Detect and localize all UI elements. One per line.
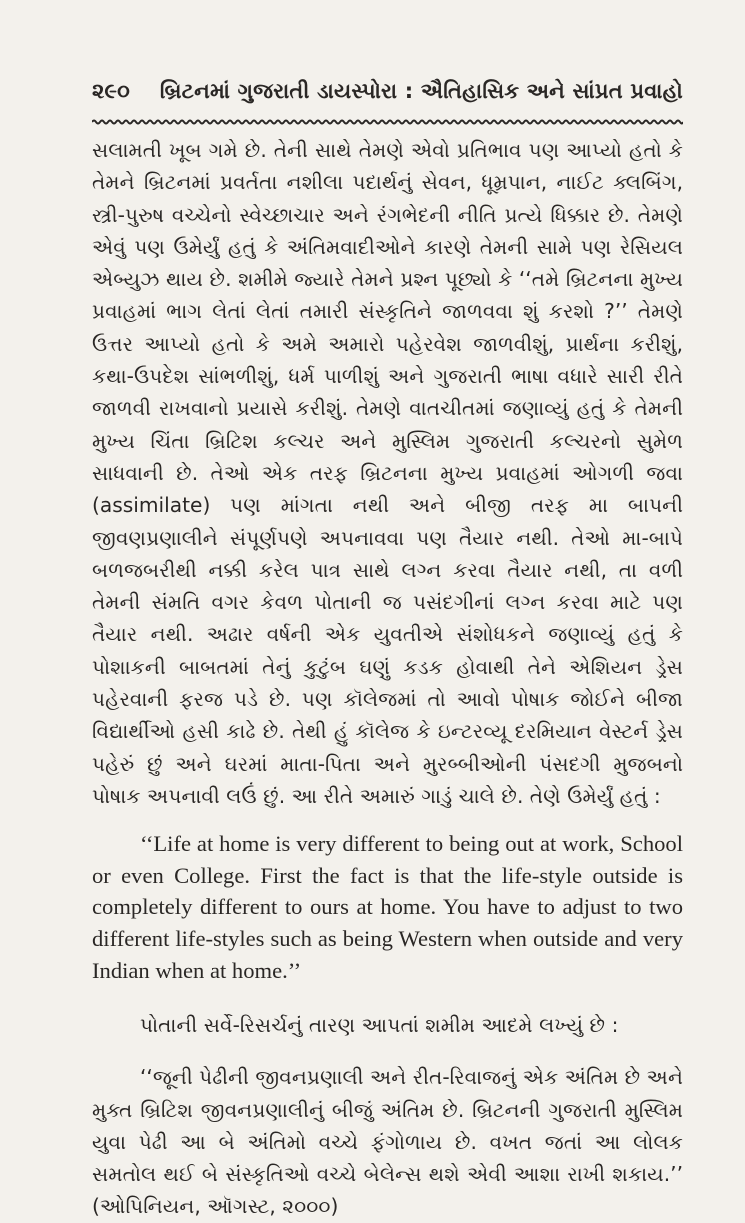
page-body — [92, 134, 683, 812]
running-title: બ્રિટનમાં ગુજરાતી ડાયસ્પોરા : ઐતિહાસિક અને સાંપ્રત પ્રવાહો — [159, 79, 683, 103]
header-rule — [92, 118, 683, 126]
paragraph-main: સલામતી ખૂબ ગમે છે. તેની સાથે તેમણે એવો પ્રતિભાવ પણ આપ્યો હતો કે તેમને બ્રિટનમાં પ્રવર્તતા નશીલા પદાર્થનું સેવન, ધૂમ્રપાન, નાઈટ ક્લબિંગ, સ્ત્રી-પુરુષ વચ્ચેનો સ્વેચ્છાચાર અને રંગભેદની નીતિ પ્રત્યે ધિક્કાર છે. તેમણે એવું પણ ઉમેર્યું હતું કે અંતિમવાદીઓને કારણે તેમની સામે પણ રેસિયલ એબ્યુઝ થાય છે. શમીમે જ્યારે તેમને પ્રશ્ન પૂછ્યો કે ‘‘તમે બ્રિટનના મુખ્ય પ્રવાહમાં ભાગ લેતાં લેતાં તમારી સંસ્કૃતિને જાળવવા શું કરશો ?’’ તેમણે ઉત્તર આપ્યો હતો કે અમે અમારો પહેરવેશ જાળવીશું, પ્રાર્થના કરીશું, કથા-ઉપદેશ સાંભળીશું, ધર્મ પાળીશું અને ગુજરાતી ભાષા વધારે સારી રીતે જાળવી રાખવાનો પ્રયાસે કરીશું. તેમણે વાતચીતમાં જણાવ્યું હતું કે તેમની મુખ્ય ચિંતા બ્રિટિશ કલ્ચર અને મુસ્લિમ ગુજરાતી કલ્ચરનો સુમેળ સાધવાની છે. તેઓ એક તરફ બ્રિટનના મુખ્ય પ્રવાહમાં ઓગળી જવા (assimilate) પણ માંગતા નથી અને બીજી તરફ મા બાપની જીવણપ્રણાલીને સંપૂર્ણપણે અપનાવવા પણ તૈયાર નથી. તેઓ મા-બાપે બળજબરીથી નક્કી કરેલ પાત્ર સાથે લગ્ન કરવા તૈયાર નથી, તા વળી તેમની સંમતિ વગર કેવળ પોતાની જ પસંદગીનાં લગ્ન કરવા માટે પણ તૈયાર નથી. અઢાર વર્ષની એક યુવતીએ સંશોધકને જણાવ્યું હતું કે પોશાકની બાબતમાં તેનું કુટુંબ ઘણું કડક હોવાથી તેને એશિયન ડ્રેસ પહેરવાની ફરજ પડે છે. પણ કૉલેજમાં તો આવો પોષાક જોઈને બીજા વિદ્યાર્થીઓ હસી કાઢે છે. તેથી હું કૉલેજ કે ઇન્ટરવ્યૂ દરમિયાન વેસ્ટર્ન ડ્રેસ પહેરું છું અને ઘરમાં માતા-પિતા અને મુરબ્બીઓની પંસદગી મુજબનો પોષાક અપનાવી લઉં છું. આ રીતે અમારું ગાડું ચાલે છે. તેણે ઉમેર્યું હતું : — [92, 138, 683, 808]
page-header — [92, 78, 683, 112]
paragraph-quote-gujarati: ‘‘જૂની પેઢીની જીવનપ્રણાલી અને રીત-રિવાજનું એક અંતિમ છે અને મુક્ત બ્રિટિશ જીવનપ્રણાલીનું બીજું અંતિમ છે. બ્રિટનની ગુજરાતી મુસ્લિમ યુવા પેઢી આ બે અંતિમો વચ્ચે ફંગોળાય છે. વખત જતાં આ લોલક સમતોલ થઈ બે સંસ્કૃતિઓ વચ્ચે બેલેન્સ થશે એવી આશા રાખી શકાય.’’ (ઓપિનિયન, ઑગસ્ટ, ૨૦૦૦) — [92, 1065, 683, 1219]
page-number: ૨૯૦ — [92, 78, 131, 103]
paragraph-survey-intro: પોતાની સર્વે-રિસર્ચનું તારણ આપતાં શમીમ આદમે લખ્યું છે : — [140, 1012, 619, 1037]
english-quote: ‘‘Life at home is very different to being out at work, School or even College. First the fact is that the life-style outside is completely different to ours at home. You have to adjust to two different life-styles such as being Western when outside and very Indian when at home.’’ — [92, 831, 683, 983]
